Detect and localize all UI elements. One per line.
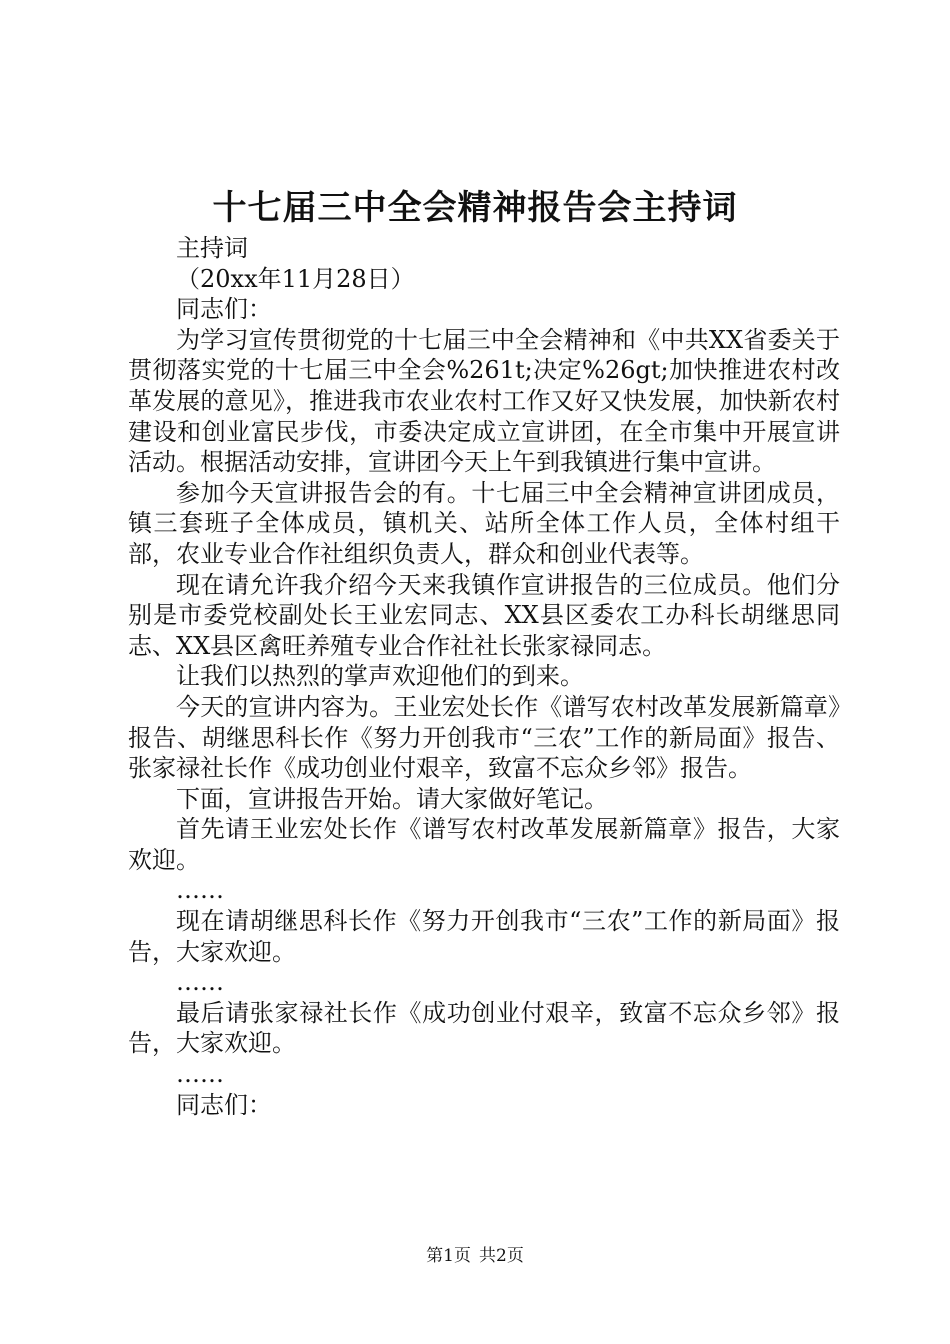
document-title: 十七届三中全会精神报告会主持词 — [212, 188, 738, 228]
page-number: 第1页 — [426, 1246, 471, 1266]
paragraph-second-report: 现在请胡继思科长作《努力开创我市“三农”工作的新局面》报告，大家欢迎。 — [128, 907, 840, 966]
paragraph-attendees: 参加今天宣讲报告会的有。十七届三中全会精神宣讲团成员，镇三套班子全体成员，镇机关、站所全体工作人员，全体村组干部，农业专业合作社组织负责人，群众和创业代表等。 — [128, 478, 840, 568]
page-total: 共2页 — [479, 1246, 524, 1266]
page-footer — [0, 1244, 950, 1268]
paragraph-salutation: 同志们： — [176, 295, 272, 324]
paragraph-closing-salutation: 同志们： — [176, 1090, 272, 1119]
paragraph-content: 今天的宣讲内容为。王业宏处长作《谱写农村改革发展新篇章》报告、胡继思科长作《努力开创我市“三农”工作的新局面》报告、张家禄社长作《成功创业付艰辛，致富不忘众乡邻》报告。 — [128, 692, 840, 783]
paragraph-ellipsis: …… — [176, 876, 224, 905]
document-body — [128, 233, 840, 1120]
paragraph-ellipsis: …… — [176, 1060, 224, 1089]
paragraph-speakers-intro: 现在请允许我介绍今天来我镇作宣讲报告的三位成员。他们分别是市委党校副处长王业宏同志、XX县区委农工办科长胡继思同志、XX县区禽旺养殖专业合作社社长张家禄同志。 — [128, 570, 840, 660]
paragraph-first-report: 首先请王业宏处长作《谱写农村改革发展新篇章》报告，大家欢迎。 — [128, 815, 840, 874]
paragraph-heading: 主持词 — [176, 234, 248, 262]
paragraph-welcome: 让我们以热烈的掌声欢迎他们的到来。 — [176, 662, 584, 691]
paragraph-start: 下面，宣讲报告开始。请大家做好笔记。 — [176, 784, 608, 813]
paragraph-purpose: 为学习宣传贯彻党的十七届三中全会精神和《中共XX省委关于贯彻落实党的十七届三中全会%261t;决定%26gt;加快推进农村改革发展的意见》，推进我市农业农村工作又好又快发展，加快新农村建设和创业富民步伐，市委决定成立宣讲团，在全市集中开展宣讲活动。根据活动安排，宣讲团今天上午到我镇进行集中宣讲。 — [128, 325, 840, 477]
paragraph-third-report: 最后请张家禄社长作《成功创业付艰辛，致富不忘众乡邻》报告，大家欢迎。 — [128, 998, 840, 1058]
paragraph-ellipsis: …… — [176, 968, 224, 997]
paragraph-date: （20xx年11月28日） — [176, 264, 415, 293]
